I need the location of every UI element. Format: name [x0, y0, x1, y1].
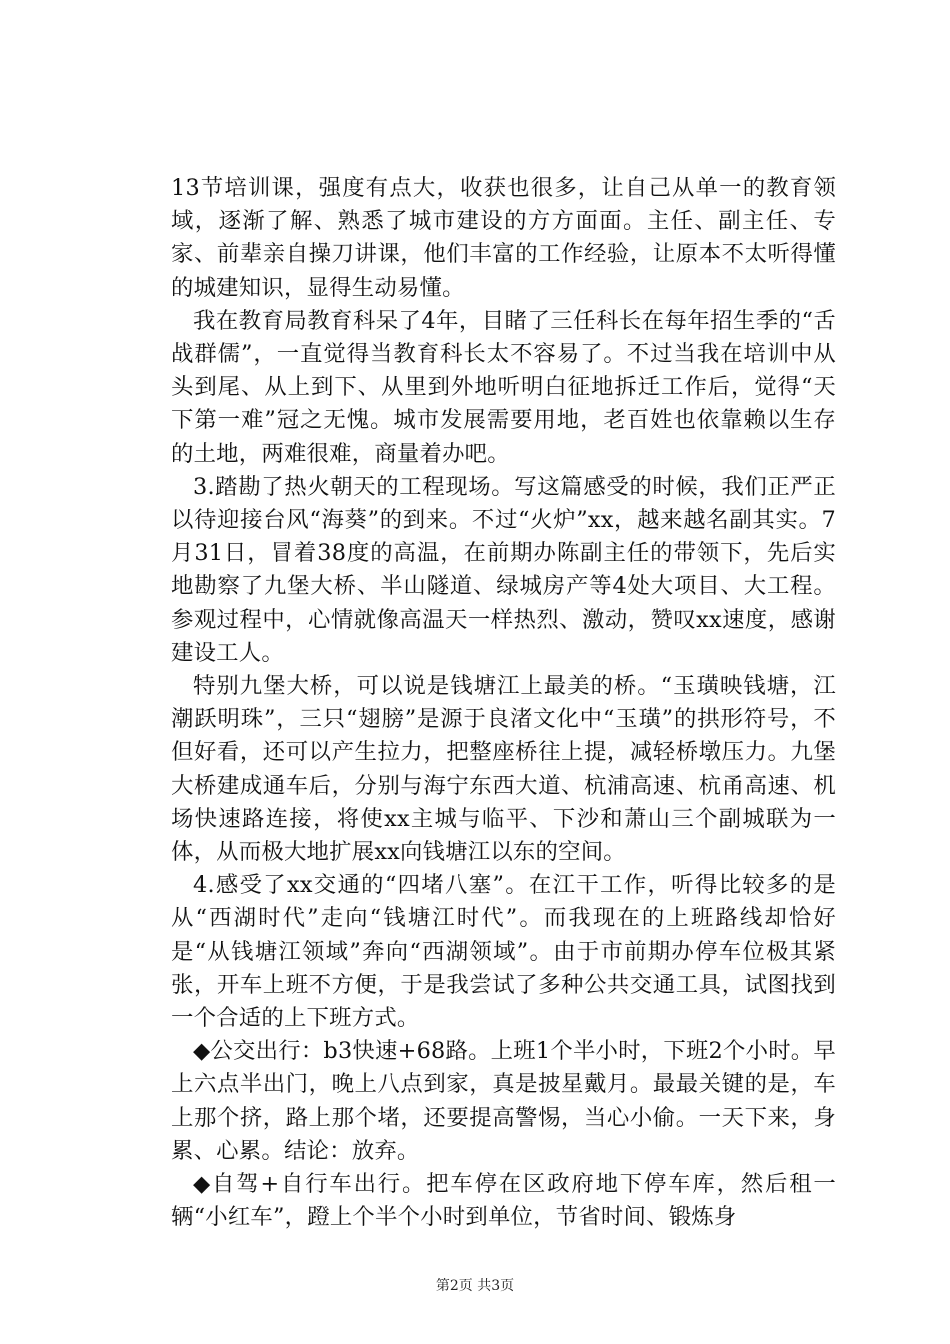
document-body	[171, 172, 836, 1235]
paragraph-5: 4.感受了xx交通的“四堵八塞”。在江干工作，听得比较多的是从“西湖时代”走向“钱塘江时代”。而我现在的上班路线却恰好是“从钱塘江领域”奔向“西湖领域”。由于市前期办停车位极其紧张，开车上班不方便，于是我尝试了多种公共交通工具，试图找到一个合适的上下班方式。	[171, 872, 836, 1032]
paragraph-1: 13节培训课，强度有点大，收获也很多，让自己从单一的教育领域，逐渐了解、熟悉了城市建设的方方面面。主任、副主任、专家、前辈亲自操刀讲课，他们丰富的工作经验，让原本不太听得懂的城建知识，显得生动易懂。	[171, 175, 836, 301]
paragraph-4: 特别九堡大桥，可以说是钱塘江上最美的桥。“玉璜映钱塘，江潮跃明珠”，三只“翅膀”是源于良渚文化中“玉璜”的拱形符号，不但好看，还可以产生拉力，把整座桥往上提，减轻桥墩压力。九堡大桥建成通车后，分别与海宁东西大道、杭浦高速、杭甬高速、机场快速路连接，将使xx主城与临平、下沙和萧山三个副城联为一体，从而极大地扩展xx向钱塘江以东的空间。	[171, 673, 836, 866]
paragraph-3: 3.踏勘了热火朝天的工程现场。写这篇感受的时候，我们正严正以待迎接台风“海葵”的到来。不过“火炉”xx，越来越名副其实。7月31日，冒着38度的高温，在前期办陈副主任的带领下，先后实地勘察了九堡大桥、半山隧道、绿城房产等4处大项目、大工程。参观过程中，心情就像高温天一样热烈、激动，赞叹xx速度，感谢建设工人。	[171, 473, 836, 666]
paragraph-2: 我在教育局教育科呆了4年，目睹了三任科长在每年招生季的“舌战群儒”，一直觉得当教育科长太不容易了。不过当我在培训中从头到尾、从上到下、从里到外地听明白征地拆迁工作后，觉得“天下第一难”冠之无愧。城市发展需要用地，老百姓也依靠赖以生存的土地，两难很难，商量着办吧。	[171, 307, 836, 467]
page-footer: 第2页 共3页	[435, 1278, 515, 1294]
paragraph-7: ◆自驾+自行车出行。把车停在区政府地下停车库，然后租一辆“小红车”，蹬上个半个小时到单位，节省时间、锻炼身	[171, 1171, 836, 1231]
paragraph-6: ◆公交出行：b3快速+68路。上班1个半小时，下班2个小时。早上六点半出门，晚上八点到家，真是披星戴月。最最关键的是，车上那个挤，路上那个堵，还要提高警惕，当心小偷。一天下来，身累、心累。结论：放弃。	[171, 1038, 836, 1164]
